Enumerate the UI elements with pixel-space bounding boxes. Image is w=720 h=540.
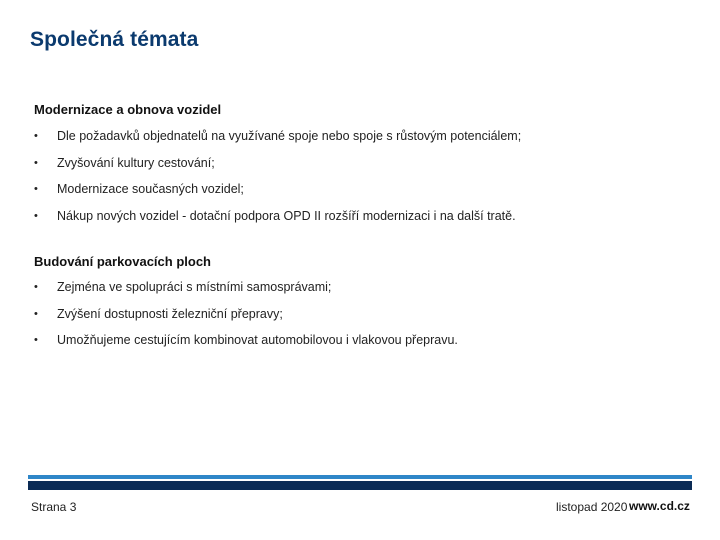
list-item xyxy=(34,279,458,306)
bullet-icon: • xyxy=(34,209,38,222)
list-item xyxy=(34,208,521,235)
bullet-icon: • xyxy=(34,307,38,320)
page-number: Strana 3 xyxy=(31,500,77,514)
bullet-icon: • xyxy=(34,334,38,346)
bullet-icon: • xyxy=(34,156,38,169)
list-item xyxy=(34,332,458,359)
footer-rule-dark xyxy=(28,481,692,490)
list-item-text: Umožňujeme cestujícím kombinovat automobilovou i vlakovou přepravu. xyxy=(57,333,458,347)
list-item-text: Zvýšení dostupnosti železniční přepravy; xyxy=(57,306,283,321)
list-item-text: Nákup nových vozidel - dotační podpora OPD II rozšíří modernizaci i na další tratě. xyxy=(57,208,516,223)
list-item-text: Modernizace současných vozidel; xyxy=(57,182,244,196)
bullet-list-modernization xyxy=(34,128,521,234)
bullet-list-parking xyxy=(34,279,458,359)
list-item-text: Dle požadavků objednatelů na využívané spoje nebo spoje s růstovým potenciálem; xyxy=(57,129,522,143)
section-heading-parking: Budování parkovacích ploch xyxy=(34,254,211,269)
section-heading-modernization: Modernizace a obnova vozidel xyxy=(34,102,222,117)
list-item xyxy=(34,128,521,155)
list-item-text: Zejména ve spolupráci s místními samosprávami; xyxy=(57,280,332,294)
bullet-icon: • xyxy=(34,130,38,142)
list-item xyxy=(34,155,521,182)
website-link[interactable]: www.cd.cz xyxy=(629,499,690,513)
list-item-text: Zvyšování kultury cestování; xyxy=(57,155,215,170)
footer-date: listopad 2020 xyxy=(556,500,628,514)
list-item xyxy=(34,181,521,208)
slide-title: Společná témata xyxy=(30,28,199,51)
footer-rule-light xyxy=(28,475,692,479)
bullet-icon: • xyxy=(34,183,38,195)
list-item xyxy=(34,306,458,333)
bullet-icon: • xyxy=(34,281,38,293)
